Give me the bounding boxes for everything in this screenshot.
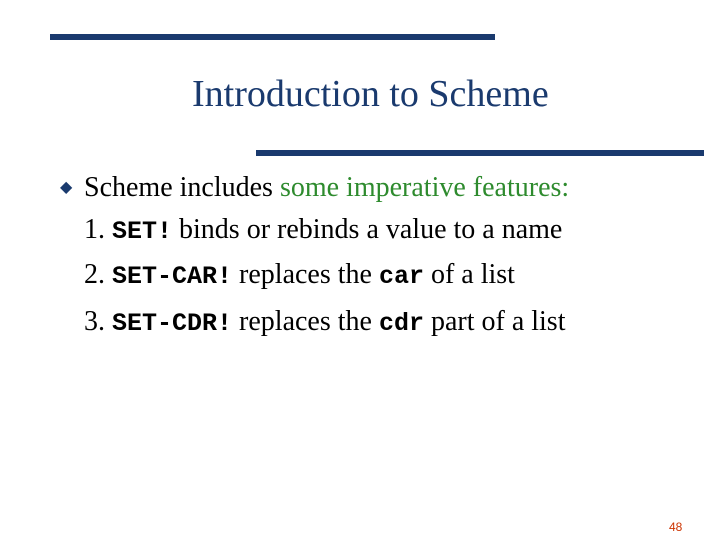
list-item <box>84 212 562 250</box>
code-keyword: SET! <box>112 217 173 246</box>
title-top-rule <box>50 34 495 40</box>
list-item-text: binds or rebinds a value to a name <box>179 214 563 245</box>
list-item-text: part of a list <box>430 306 566 337</box>
list-item-number: 1. <box>84 214 105 245</box>
slide-title: Introduction to Scheme <box>192 73 549 115</box>
diamond-bullet-icon: ◆ <box>60 179 73 196</box>
list-item <box>84 304 566 342</box>
code-keyword: car <box>378 262 424 291</box>
bullet-text: Scheme includes <box>84 172 280 203</box>
page-number: 48 <box>669 520 683 534</box>
list-item-text: replaces the <box>239 259 372 290</box>
list-item-number: 3. <box>84 306 105 337</box>
code-keyword: cdr <box>378 309 424 338</box>
list-item-number: 2. <box>84 259 105 290</box>
list-item-text: replaces the <box>239 306 372 337</box>
title-bottom-rule <box>256 150 704 156</box>
code-keyword: SET-CAR! <box>112 262 233 291</box>
code-keyword: SET-CDR! <box>112 309 233 338</box>
list-item <box>84 257 515 295</box>
bullet-highlight-text: some imperative features: <box>279 172 570 203</box>
list-item-text: of a list <box>430 259 515 290</box>
bullet-point <box>60 170 569 206</box>
